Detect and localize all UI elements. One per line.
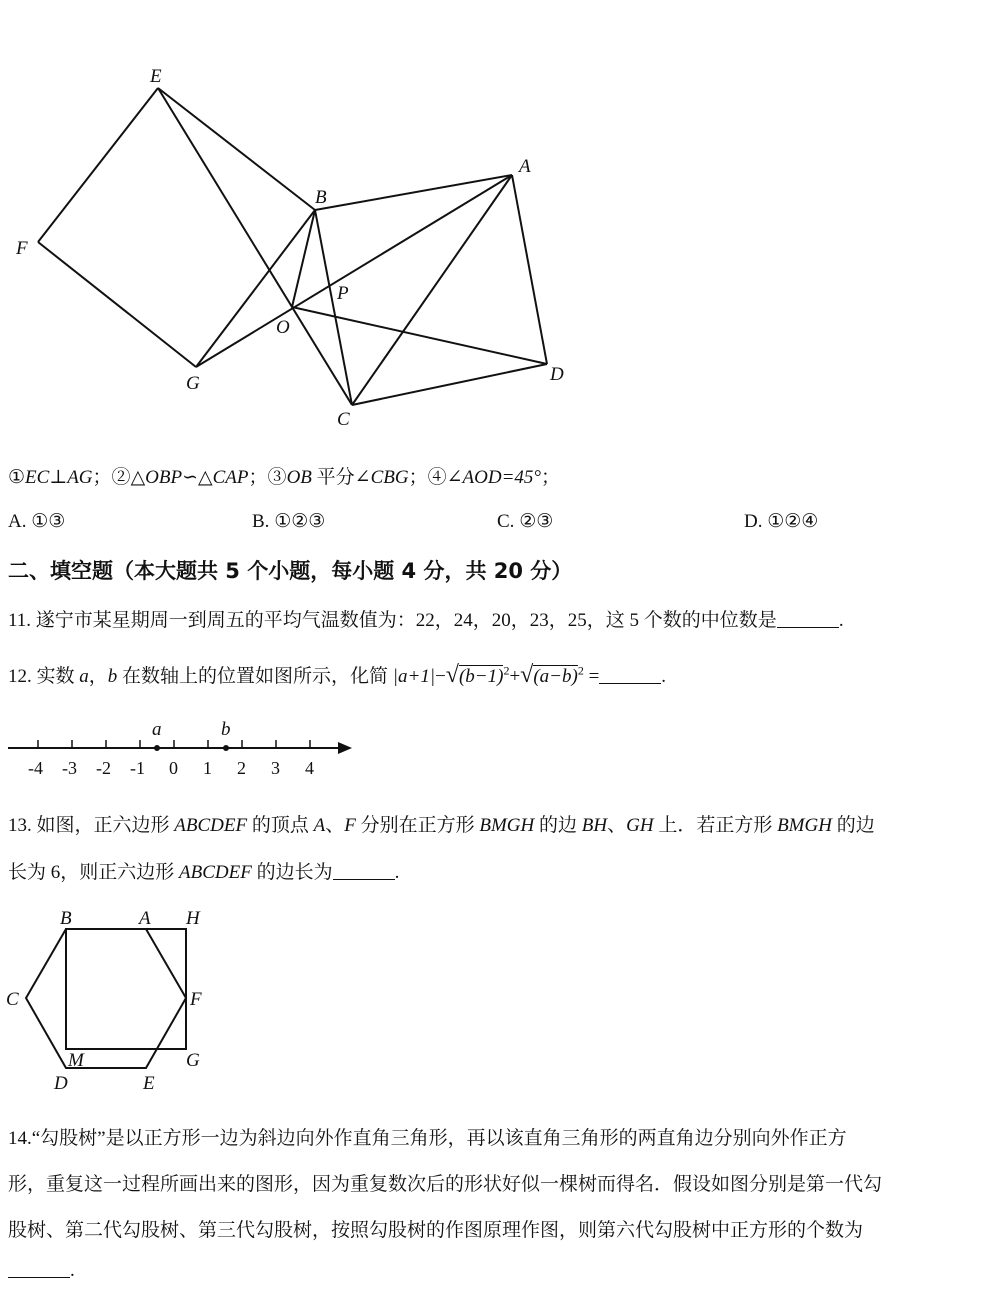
tick-label: 0	[169, 758, 178, 778]
q11-number: 11.	[8, 610, 32, 631]
section-heading: 二、填空题（本大题共 5 个小题，每小题 4 分，共 20 分）	[8, 559, 573, 583]
label-P: P	[337, 283, 349, 304]
option-d-letter: D.	[744, 511, 763, 532]
q12-end: .	[661, 666, 667, 687]
tick-label: -4	[28, 758, 43, 778]
point-a-dot	[154, 745, 160, 751]
hexagon-figure	[0, 900, 240, 1100]
option-b[interactable]	[252, 510, 325, 533]
q13-text-g: 长为 6，则正六边形	[8, 862, 180, 883]
q13-hexagon-2: ABCDEF	[179, 862, 252, 883]
q11-end: .	[838, 610, 844, 631]
hex-label-A: A	[139, 908, 151, 929]
option-c-letter: C.	[497, 511, 515, 532]
statements-line	[8, 462, 560, 489]
hex-label-G: G	[186, 1050, 200, 1071]
number-line	[0, 712, 360, 782]
option-d[interactable]	[744, 510, 818, 533]
q13-vertex-f: F	[344, 815, 356, 836]
q13-side-gh: GH	[626, 815, 654, 836]
q13-sep-1: 、	[325, 815, 345, 836]
q13-square: BMGH	[479, 815, 535, 836]
q12-equals: =	[588, 666, 600, 687]
q12-answer-blank[interactable]	[599, 682, 661, 684]
separator: ；	[541, 467, 561, 488]
statement-3-mark: ③	[267, 467, 287, 488]
q13-text-b: 的顶点	[247, 815, 314, 836]
statement-1-mark: ①	[8, 467, 26, 488]
statement-1: EC⊥AG	[25, 467, 93, 488]
label-F: F	[16, 238, 28, 259]
question-13-line-1	[8, 810, 875, 837]
question-11	[8, 605, 844, 632]
hex-label-E: E	[143, 1073, 155, 1094]
q13-side-bh: BH	[581, 815, 608, 836]
q12-sqrt-1: (b−1)	[458, 666, 504, 687]
q12-abs-term: |a+1|	[392, 666, 436, 687]
tick-label: -3	[62, 758, 77, 778]
statement-4-mark: ④	[427, 467, 447, 488]
q11-answer-blank[interactable]	[777, 626, 839, 628]
tick-label: 2	[237, 758, 246, 778]
q13-number: 13.	[8, 815, 32, 836]
q14-text-3: 股树、第二代勾股树、第三代勾股树，按照勾股树的作图原理作图，则第六代勾股树中正方形的个数为	[8, 1220, 864, 1241]
q11-text: 遂宁市某星期周一到周五的平均气温数值为：22，24，20，23，25，这 5 个数的中位数是	[31, 610, 777, 631]
separator: ；	[92, 467, 112, 488]
hex-label-F: F	[190, 989, 202, 1010]
q12-text-a: 实数	[31, 666, 80, 687]
option-b-letter: B.	[252, 511, 270, 532]
geometry-figure	[0, 0, 985, 440]
q13-text-e: 上．若正方形	[653, 815, 778, 836]
label-B: B	[315, 187, 327, 208]
q12-plus: +	[509, 666, 521, 687]
sqrt-icon: √	[445, 662, 459, 688]
q12-exp-2: 2	[577, 663, 584, 678]
point-a-label: a	[152, 719, 162, 740]
question-14-line-1	[8, 1123, 847, 1150]
q12-text-b: 在数轴上的位置如图所示，化简	[117, 666, 389, 687]
tick-label: -1	[130, 758, 145, 778]
q12-var-a: a	[79, 666, 89, 687]
q13-square-2: BMGH	[777, 815, 832, 836]
question-14-line-4	[8, 1260, 75, 1282]
label-A: A	[519, 156, 531, 177]
q12-minus: −	[435, 666, 446, 687]
separator: ；	[408, 467, 428, 488]
question-14-line-3	[8, 1215, 863, 1242]
point-b-dot	[223, 745, 229, 751]
q13-hexagon: ABCDEF	[174, 815, 248, 836]
q13-text-h: 的边长为	[251, 862, 333, 883]
statement-3-subject: OB	[286, 467, 312, 488]
q13-text-a: 如图，正六边形	[31, 815, 175, 836]
question-14-line-2	[8, 1169, 882, 1196]
statement-2: △OBP∽△CAP	[130, 467, 249, 488]
option-c-text: ②③	[519, 511, 554, 532]
statement-3-verb: 平分	[311, 467, 355, 488]
q12-exp-1: 2	[503, 663, 510, 678]
q14-text-2: 形，重复这一过程所画出来的图形，因为重复数次后的形状好似一棵树而得名．假设如图分别是第一代勾	[8, 1174, 883, 1195]
hex-label-D: D	[54, 1073, 68, 1094]
q12-var-b: b	[107, 666, 118, 687]
question-12	[8, 661, 666, 689]
statement-4: ∠AOD=45°	[446, 467, 541, 488]
statement-2-mark: ②	[111, 467, 131, 488]
point-b-label: b	[221, 719, 231, 740]
q13-end: .	[394, 862, 400, 883]
q13-text-f: 的边	[831, 815, 875, 836]
option-d-text: ①②④	[767, 511, 819, 532]
q13-answer-blank[interactable]	[333, 878, 395, 880]
q13-text-c: 分别在正方形	[355, 815, 480, 836]
q14-text-1: “勾股树”是以正方形一边为斜边向外作直角三角形，再以该直角三角形的两直角边分别向外作正方	[31, 1128, 847, 1149]
arrow-right-icon	[338, 742, 352, 754]
question-13-line-2	[8, 857, 399, 884]
q14-number: 14.	[8, 1128, 32, 1149]
hex-label-C: C	[6, 989, 19, 1010]
tick-label: 3	[271, 758, 280, 778]
tick-label: 1	[203, 758, 212, 778]
q13-text-d: 的边	[534, 815, 582, 836]
option-b-text: ①②③	[274, 511, 326, 532]
q12-comma: ，	[88, 666, 108, 687]
q14-end: .	[70, 1260, 75, 1281]
label-G: G	[186, 373, 200, 394]
hex-label-M: M	[68, 1050, 84, 1071]
sqrt-icon: √	[520, 662, 534, 688]
tick-label: 4	[305, 758, 314, 778]
figure-lines	[38, 88, 547, 405]
separator: ；	[248, 467, 268, 488]
hexagon-abcdef	[26, 929, 186, 1068]
statement-3-object: ∠CBG	[354, 467, 409, 488]
tick-label: -2	[96, 758, 111, 778]
q12-number: 12.	[8, 666, 32, 687]
label-E: E	[150, 66, 162, 87]
label-O: O	[276, 317, 290, 338]
option-a-letter: A.	[8, 511, 27, 532]
label-C: C	[337, 409, 350, 430]
hex-label-H: H	[186, 908, 200, 929]
q14-answer-blank[interactable]	[8, 1276, 70, 1278]
option-a-text: ①③	[31, 511, 66, 532]
q12-sqrt-2: (a−b)	[533, 666, 578, 687]
q13-vertex-a: A	[313, 815, 326, 836]
hex-label-B: B	[60, 908, 72, 929]
q13-sep-2: 、	[607, 815, 627, 836]
option-c[interactable]	[497, 510, 553, 533]
option-a[interactable]	[8, 510, 65, 533]
label-D: D	[550, 364, 564, 385]
